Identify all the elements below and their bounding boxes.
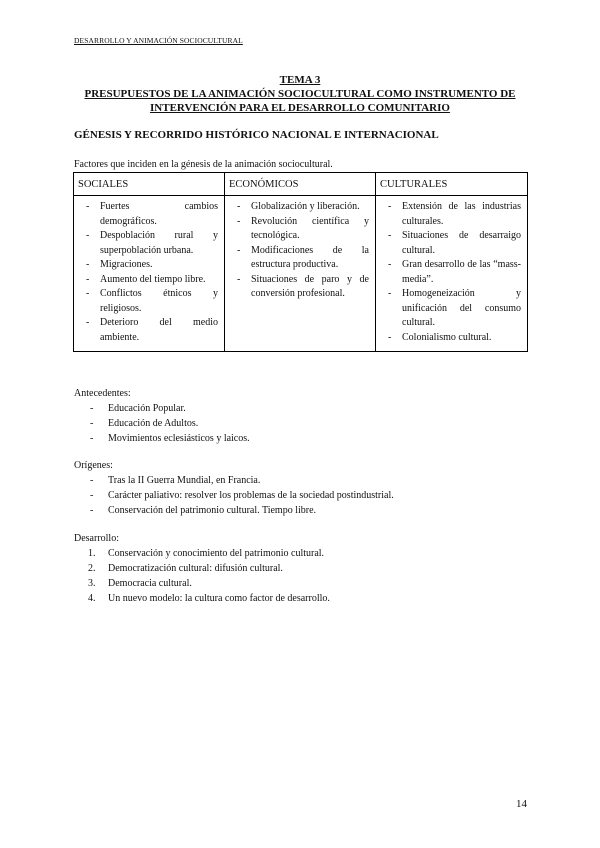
factors-table: [73, 172, 528, 352]
list-item: - Modificaciones de la estructura productiva.: [231, 244, 369, 273]
item-number: 2.: [88, 563, 96, 574]
culturales-list: [382, 200, 521, 345]
list-item: - Situaciones de desarraigo cultural.: [382, 229, 521, 258]
antecedentes-label: Antecedentes:: [74, 388, 131, 399]
economicos-list: [231, 200, 369, 302]
cell-culturales: [376, 196, 528, 352]
chapter-title: [60, 73, 540, 115]
antecedentes-section: [74, 387, 250, 446]
list-item: - Tras la II Guerra Mundial, en Francia.: [74, 473, 394, 488]
desarrollo-list: [74, 546, 330, 606]
origenes-section: [74, 459, 394, 518]
list-item: - Conflictos étnicos y religiosos.: [80, 287, 218, 316]
list-item: - Situaciones de paro y de conversión profesional.: [231, 273, 369, 302]
list-item: [74, 591, 330, 606]
table-row: [74, 196, 528, 352]
list-item: - Carácter paliativo: resolver los problemas de la sociedad postindustrial.: [74, 488, 394, 503]
list-item: - Migraciones.: [80, 258, 218, 273]
antecedentes-list: [74, 401, 250, 446]
list-item: - Conservación del patrimonio cultural. Tiempo libre.: [74, 503, 394, 518]
table-caption: Factores que inciden en la génesis de la animación sociocultural.: [74, 159, 333, 170]
list-item: - Educación de Adultos.: [74, 416, 250, 431]
item-number: 1.: [88, 548, 96, 559]
list-item: - Globalización y liberación.: [231, 200, 369, 215]
header-culturales: CULTURALES: [376, 173, 528, 196]
chapter-title-line-1: PRESUPUESTOS DE LA ANIMACIÓN SOCIOCULTURAL COMO INSTRUMENTO DE: [84, 88, 516, 100]
chapter-title-line-2: INTERVENCIÓN PARA EL DESARROLLO COMUNITARIO: [150, 102, 450, 114]
list-item: - Extensión de las industrias culturales.: [382, 200, 521, 229]
list-item: - Educación Popular.: [74, 401, 250, 416]
list-item: - Homogeneización y unificación del consumo cultural.: [382, 287, 521, 331]
item-text: Democracia cultural.: [108, 578, 192, 589]
list-item: - Aumento del tiempo libre.: [80, 273, 218, 288]
list-item: [74, 561, 330, 576]
running-header: DESARROLLO Y ANIMACIÓN SOCIOCULTURAL: [74, 36, 243, 45]
item-text: Conservación y conocimiento del patrimonio cultural.: [108, 548, 325, 559]
list-item: - Gran desarrollo de las “mass-media”.: [382, 258, 521, 287]
list-item: [74, 576, 330, 591]
table-header-row: [74, 173, 528, 196]
header-economicos: ECONÓMICOS: [225, 173, 376, 196]
origenes-list: [74, 473, 394, 518]
list-item: - Fuertes cambios demográficos.: [80, 200, 218, 229]
origenes-label: Orígenes:: [74, 460, 113, 471]
list-item: - Revolución científica y tecnológica.: [231, 215, 369, 244]
list-item: - Despoblación rural y superpoblación urbana.: [80, 229, 218, 258]
list-item: - Deterioro del medio ambiente.: [80, 316, 218, 345]
desarrollo-section: [74, 532, 330, 606]
desarrollo-label: Desarrollo:: [74, 533, 119, 544]
sociales-list: [80, 200, 218, 345]
section-heading: GÉNESIS Y RECORRIDO HISTÓRICO NACIONAL E INTERNACIONAL: [74, 129, 439, 141]
header-sociales: SOCIALES: [74, 173, 225, 196]
item-text: Democratización cultural: difusión cultural.: [108, 563, 283, 574]
cell-sociales: [74, 196, 225, 352]
item-text: Un nuevo modelo: la cultura como factor de desarrollo.: [108, 593, 330, 604]
item-number: 4.: [88, 593, 96, 604]
item-number: 3.: [88, 578, 96, 589]
list-item: - Colonialismo cultural.: [382, 331, 521, 346]
chapter-number: TEMA 3: [279, 74, 321, 86]
cell-economicos: [225, 196, 376, 352]
list-item: - Movimientos eclesiásticos y laicos.: [74, 431, 250, 446]
list-item: [74, 546, 330, 561]
page-number: 14: [516, 798, 527, 810]
